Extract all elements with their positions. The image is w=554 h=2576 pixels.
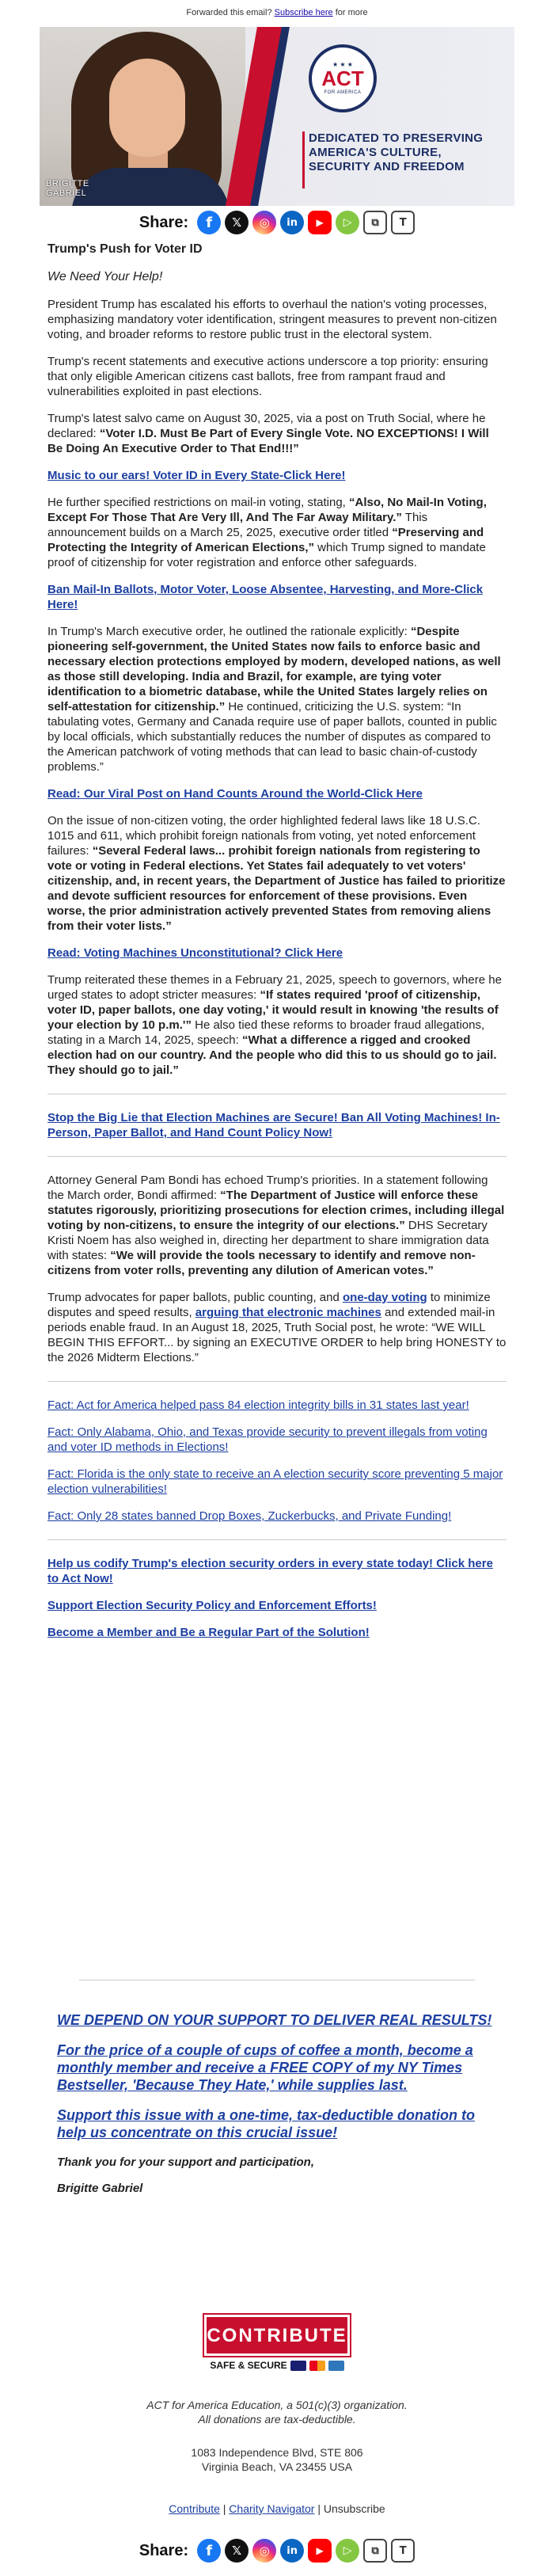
support-headline-link[interactable]: WE DEPEND ON YOUR SUPPORT TO DELIVER REAL RESULTS! bbox=[57, 2012, 492, 2028]
paragraph: In Trump's March executive order, he outlined the rationale explicitly: “Despite pioneering self-government, the United States now fails to enforce basic and necessary election protections employed by modern, developed nations, as well as those still developing. India and Brazil, for example, are tying voter identification to a biometric database, while the United States largely relies on self-attestation for citizenship.” He continued, criticizing the U.S. system: “In tabulating votes, Germany and Canada require use of paper ballots, counted in public by local officials, which substantially reduces the number of disputes as compared to the American patchwork of voting methods that can lead to basic chain-of-custody problems.” bbox=[47, 625, 501, 774]
gettr-icon[interactable]: ⧉ bbox=[363, 211, 387, 234]
header-banner[interactable] bbox=[40, 27, 514, 206]
footer-org bbox=[0, 2398, 554, 2426]
youtube-icon[interactable]: ▶ bbox=[308, 211, 332, 234]
divider bbox=[47, 1539, 507, 1540]
x-icon[interactable]: 𝕏 bbox=[225, 2539, 249, 2563]
photo-caption-last: GABRIEL bbox=[46, 188, 87, 198]
article-body bbox=[47, 242, 507, 1652]
fact-link[interactable]: Fact: Only Alabama, Ohio, and Texas provide security to prevent illegals from voting and voter ID methods in Elections! bbox=[47, 1425, 488, 1454]
youtube-icon[interactable]: ▶ bbox=[308, 2539, 332, 2563]
photo-caption-first: BRIGITTE bbox=[46, 179, 89, 188]
paragraph: On the issue of non-citizen voting, the order highlighted federal laws like 18 U.S.C. 1015 and 611, which prohibit foreign nationals from voting, yet noted enforcement failures: “Several Federal laws... prohibit foreign nationals from registering to vote or voting in Federal elections. Yet States fail adequately to vet voters' citizenship, and, in recent years, the Department of Justice has failed to prioritize and devote sufficient resources for enforcement of these provisions. Even worse, the prior administration actively prevented States from removing aliens from their voter lists.” bbox=[47, 814, 506, 933]
act-now-link[interactable]: Help us codify Trump's election security orders in every state today! Click here to Act Now! bbox=[47, 1557, 493, 1585]
share-bar-bottom bbox=[0, 2536, 554, 2565]
logo-subtext: FOR AMERICA bbox=[324, 90, 362, 95]
forwarded-notice bbox=[0, 8, 554, 17]
divider bbox=[79, 1980, 475, 1981]
banner-tagline: DEDICATED TO PRESERVING AMERICA'S CULTURE, SECURITY AND FREEDOM bbox=[309, 131, 484, 173]
forwarded-text: Forwarded this email? bbox=[186, 8, 272, 17]
share-label: Share: bbox=[138, 213, 189, 231]
amex-icon bbox=[328, 2361, 344, 2371]
contribute-footer-link[interactable]: Contribute bbox=[169, 2502, 220, 2515]
paragraph: Trump's recent statements and executive actions underscore a top priority: ensuring that only eligible American citizens cast ballots, free from rampant fraud and vulnerabilities exploited in past elections. bbox=[47, 355, 488, 398]
footer-address bbox=[0, 2445, 554, 2474]
one-time-donation-link[interactable]: Support this issue with a one-time, tax-deductible donation to help us concentrate on this crucial issue! bbox=[57, 2107, 476, 2140]
fact-link[interactable]: Fact: Act for America helped pass 84 election integrity bills in 31 states last year! bbox=[47, 1398, 469, 1412]
rumble-icon[interactable]: ▷ bbox=[336, 2539, 359, 2563]
monthly-member-link[interactable]: For the price of a couple of cups of coffee a month, become a monthly member and receive a FREE COPY of my NY Times Bestseller, 'Because They Hate,' while supplies last. bbox=[57, 2042, 473, 2093]
paragraph: President Trump has escalated his efforts to overhaul the nation's voting processes, emphasizing mandatory voter identification, stringent measures to prevent non-citizen voting, and broader reforms to restore public trust in the electoral system. bbox=[47, 298, 497, 341]
forwarded-suffix: for more bbox=[335, 8, 368, 17]
voting-machines-link[interactable]: Read: Voting Machines Unconstitutional? Click Here bbox=[47, 946, 343, 960]
paragraph: Trump advocates for paper ballots, public counting, and one-day voting to minimize disputes and speed results, arguing that electronic machines and extended mail-in periods enable fraud. In an August 18, 2025, Truth Social post, he wrote: “WE WILL BEGIN THIS EFFORT... by signing an EXECUTIVE ORDER to help bring HONESTY to the 2026 Midterm Elections.” bbox=[47, 1291, 507, 1364]
address-line: Virginia Beach, VA 23455 USA bbox=[201, 2460, 353, 2473]
paragraph: He further specified restrictions on mail-in voting, stating, “Also, No Mail-In Voting, Except For Those That Are Very Ill, And The Far Away Military.” This announcement builds on a March 25, 2025, executive order titled “Preserving and Protecting the Integrity of American Elections,” which Trump signed to mandate proof of citizenship for voter registration and enforce other safeguards. bbox=[47, 496, 487, 569]
secure-text: SAFE & SECURE bbox=[210, 2360, 287, 2371]
photo-caption bbox=[46, 179, 89, 198]
mastercard-icon bbox=[309, 2361, 325, 2371]
thanks-text: Thank you for your support and participation, bbox=[57, 2156, 315, 2169]
article-subhead: We Need Your Help! bbox=[47, 270, 163, 283]
stars-icon: ★ ★ ★ bbox=[332, 61, 353, 68]
paragraph: Trump's latest salvo came on August 30, 2025, via a post on Truth Social, where he declared: “Voter I.D. Must Be Part of Every Single Vote. NO EXCEPTIONS! I Will Be Doing An Executive Order to That End!!!” bbox=[47, 412, 489, 455]
hand-counts-link[interactable]: Read: Our Viral Post on Hand Counts Around the World-Click Here bbox=[47, 787, 423, 801]
brigitte-photo bbox=[40, 27, 245, 206]
stop-big-lie-link[interactable]: Stop the Big Lie that Election Machines are Secure! Ban All Voting Machines! In-Person, Paper Ballot, and Hand Count Policy Now! bbox=[47, 1111, 500, 1140]
divider bbox=[47, 1156, 507, 1157]
org-line: All donations are tax-deductible. bbox=[198, 2413, 356, 2426]
x-icon[interactable]: 𝕏 bbox=[225, 211, 249, 234]
facebook-icon[interactable]: f bbox=[197, 211, 221, 234]
org-line: ACT for America Education, a 501(c)(3) organization. bbox=[146, 2399, 408, 2411]
visa-icon bbox=[290, 2361, 306, 2371]
fact-link[interactable]: Fact: Only 28 states banned Drop Boxes, Zuckerbucks, and Private Funding! bbox=[47, 1509, 452, 1523]
unsubscribe-link[interactable]: Unsubscribe bbox=[323, 2502, 385, 2515]
act-for-america-logo bbox=[309, 44, 377, 112]
linkedin-icon[interactable]: in bbox=[280, 211, 304, 234]
gettr-icon[interactable]: ⧉ bbox=[363, 2539, 387, 2563]
paragraph: Trump reiterated these themes in a February 21, 2025, speech to governors, where he urged states to adopt stricter measures: “If states required 'proof of citizenship, voter ID, paper ballots, one day voting,' it would result in knowing 'the results of your election by 10 p.m.'” He also tied these reforms to broader fraud allegations, stating in a March 14, 2025, speech: “What a difference a rigged and crooked election had on our country. And the people who did this to us should go to jail. They should go to jail.” bbox=[47, 973, 502, 1077]
become-member-link[interactable]: Become a Member and Be a Regular Part of the Solution! bbox=[47, 1626, 370, 1639]
instagram-icon[interactable]: ◎ bbox=[252, 211, 276, 234]
ban-mail-in-link[interactable]: Ban Mail-In Ballots, Motor Voter, Loose Absentee, Harvesting, and More-Click Here! bbox=[47, 583, 484, 611]
contribute-block[interactable] bbox=[200, 2315, 354, 2381]
one-day-voting-link[interactable]: one-day voting bbox=[343, 1291, 427, 1304]
contribute-button[interactable]: CONTRIBUTE bbox=[204, 2315, 350, 2356]
logo-text: ACT bbox=[321, 67, 364, 90]
instagram-icon[interactable]: ◎ bbox=[252, 2539, 276, 2563]
address-line: 1083 Independence Blvd, STE 806 bbox=[191, 2446, 363, 2459]
secure-row bbox=[200, 2360, 354, 2371]
electronic-machines-link[interactable]: arguing that electronic machines bbox=[195, 1306, 381, 1319]
facebook-icon[interactable]: f bbox=[197, 2539, 221, 2563]
divider bbox=[47, 1381, 507, 1382]
linkedin-icon[interactable]: in bbox=[280, 2539, 304, 2563]
rumble-icon[interactable]: ▷ bbox=[336, 211, 359, 234]
subscribe-link[interactable]: Subscribe here bbox=[274, 8, 333, 17]
voter-id-link[interactable]: Music to our ears! Voter ID in Every State-Click Here! bbox=[47, 469, 346, 482]
article-headline: Trump's Push for Voter ID bbox=[47, 242, 203, 256]
charity-navigator-link[interactable]: Charity Navigator bbox=[229, 2502, 315, 2515]
share-label: Share: bbox=[138, 2541, 189, 2559]
support-policy-link[interactable]: Support Election Security Policy and Enforcement Efforts! bbox=[47, 1599, 377, 1612]
signature: Brigitte Gabriel bbox=[57, 2182, 143, 2195]
fact-link[interactable]: Fact: Florida is the only state to receive an A election security score preventing 5 major election vulnerabilities! bbox=[47, 1467, 503, 1496]
support-section bbox=[57, 2011, 500, 2211]
share-bar-top bbox=[0, 208, 554, 237]
paragraph: Attorney General Pam Bondi has echoed Trump's priorities. In a statement following the March order, Bondi affirmed: “The Department of Justice will enforce these statutes rigorously, prioritizing prosecutions for election crimes, including illegal voting by non-citizens, to ensure the integrity of our elections.” DHS Secretary Kristi Noem has also weighed in, directing her department to share immigration data with states: “We will provide the tools necessary to identify and remove non-citizens from voter rolls, preventing any dilution of American votes.” bbox=[47, 1174, 505, 1277]
truth-social-icon[interactable]: T bbox=[391, 211, 415, 234]
footer-links: Contribute | Charity Navigator | Unsubscribe bbox=[169, 2502, 385, 2515]
truth-social-icon[interactable]: T bbox=[391, 2539, 415, 2563]
